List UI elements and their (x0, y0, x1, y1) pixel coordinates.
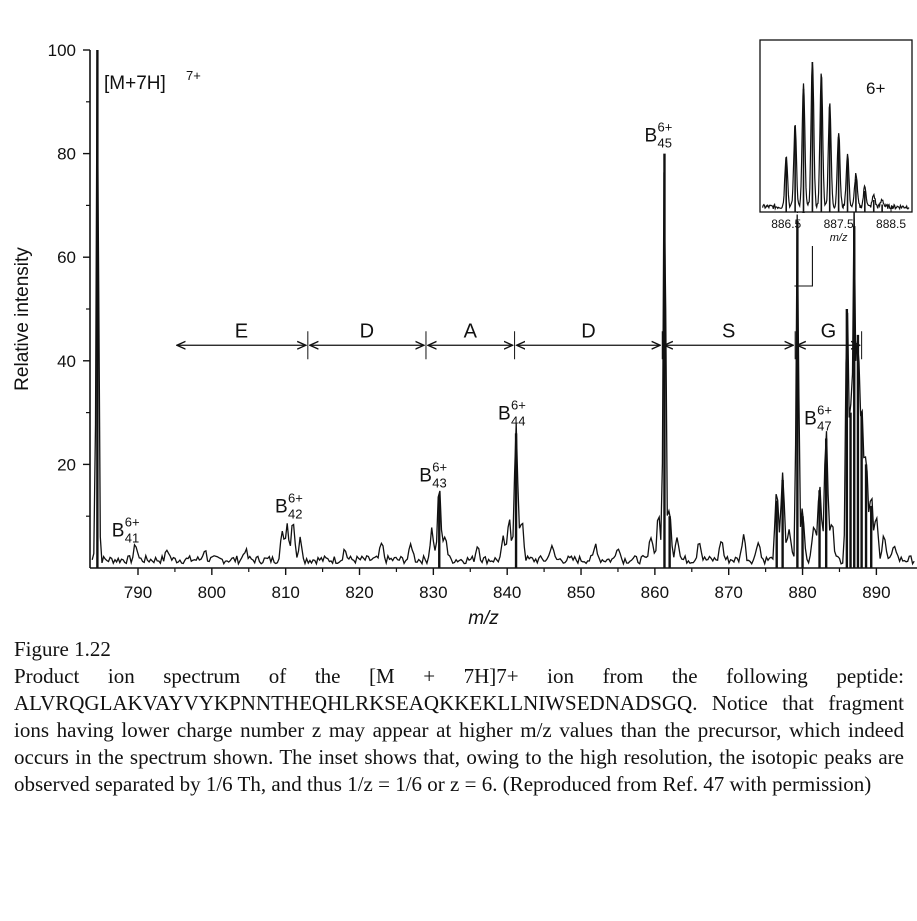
x-tick-label: 800 (197, 583, 227, 602)
y-tick-label: 100 (47, 41, 76, 60)
fragment-label-b47 (804, 403, 832, 434)
region-label: E (234, 320, 249, 343)
region-d (310, 320, 424, 345)
fragment-label-b41 (112, 514, 140, 545)
fragment-ion-letter: B (644, 125, 658, 147)
fragment-label-b45 (644, 120, 672, 151)
fragment-ion-letter: B (275, 496, 288, 518)
region-label: A (463, 320, 477, 343)
x-tick-label: 810 (271, 583, 300, 602)
fragment-number: 41 (124, 530, 140, 546)
fragment-charge: 6+ (817, 402, 833, 418)
region-label: G (820, 320, 837, 343)
region-s (664, 320, 793, 345)
inset-group (760, 40, 912, 286)
y-tick-label: 40 (57, 351, 76, 371)
y-tick-label: 80 (57, 144, 76, 164)
regions-group (177, 320, 862, 359)
fragment-number: 44 (511, 413, 526, 429)
region-g (797, 320, 859, 345)
fragment-number: 45 (657, 135, 672, 151)
fragment-label-b43 (419, 459, 447, 490)
x-tick-label: 880 (788, 583, 817, 602)
region-label: D (581, 320, 596, 343)
x-tick-label: 840 (493, 583, 522, 602)
y-axis-title: Relative intensity (12, 247, 33, 391)
region-d (517, 320, 661, 345)
y-tick-label: 20 (57, 455, 76, 475)
x-tick-label: 820 (345, 583, 374, 602)
fragment-ion-letter: B (111, 520, 125, 542)
y-tick-label: 60 (57, 248, 76, 268)
inset-tick-label: 886.5 (771, 217, 802, 231)
inset-charge-label: 6+ (866, 79, 886, 98)
inset-tick-label: 887.5 (823, 217, 854, 231)
fragment-number: 47 (817, 418, 832, 434)
caption-text: Product ion spectrum of the [M + 7H]7+ ion from the following peptide: ALVRQGLAKVAYVYKPNNTHEQHLRKSEAQKKEKLLNIWSEDNADSGQ. Notice that fragment ions having lower charge number z may appear at higher m/z values than the precursor, which indeed occurs in the spectrum shown. The inset shows that, owing to the high resolution, the isotopic peaks are observed separated by 1/6 Th, and thus 1/z = 1/6 or z = 6. (Reproduced from Ref. 47 with permission) (14, 664, 904, 796)
fragment-number: 43 (432, 475, 447, 491)
fragment-number: 42 (288, 506, 303, 522)
inset-tick-label: 888.5 (876, 217, 907, 231)
x-axis-title: m/z (468, 608, 499, 629)
inset-axis-title: m/z (829, 232, 848, 244)
region-a (428, 320, 513, 345)
x-tick-label: 790 (123, 583, 153, 602)
fragment-label-b44 (498, 397, 526, 428)
fragment-ion-letter: B (498, 403, 511, 425)
x-tick-label: 830 (419, 583, 448, 602)
figure-number: Figure 1.22 (14, 637, 111, 661)
fragment-ion-letter: B (419, 465, 432, 487)
fragment-charge: 6+ (657, 119, 673, 135)
peak-labels-group (104, 68, 832, 546)
precursor-label: [M+7H] (104, 72, 166, 94)
region-e (177, 320, 306, 345)
fragment-label-b42 (275, 491, 303, 522)
fragment-charge: 6+ (432, 459, 448, 475)
fragment-ion-letter: B (804, 408, 817, 430)
x-tick-label: 870 (714, 583, 743, 602)
region-label: S (722, 320, 736, 343)
fragment-charge: 6+ (511, 397, 526, 413)
figure-caption (14, 636, 904, 798)
fragment-charge: 6+ (288, 490, 303, 506)
x-tick-label: 890 (862, 583, 891, 602)
x-tick-label: 860 (640, 583, 670, 602)
precursor-charge: 7+ (186, 67, 201, 83)
region-label: D (359, 320, 375, 343)
x-tick-label: 850 (566, 583, 596, 602)
fragment-charge: 6+ (124, 514, 140, 530)
